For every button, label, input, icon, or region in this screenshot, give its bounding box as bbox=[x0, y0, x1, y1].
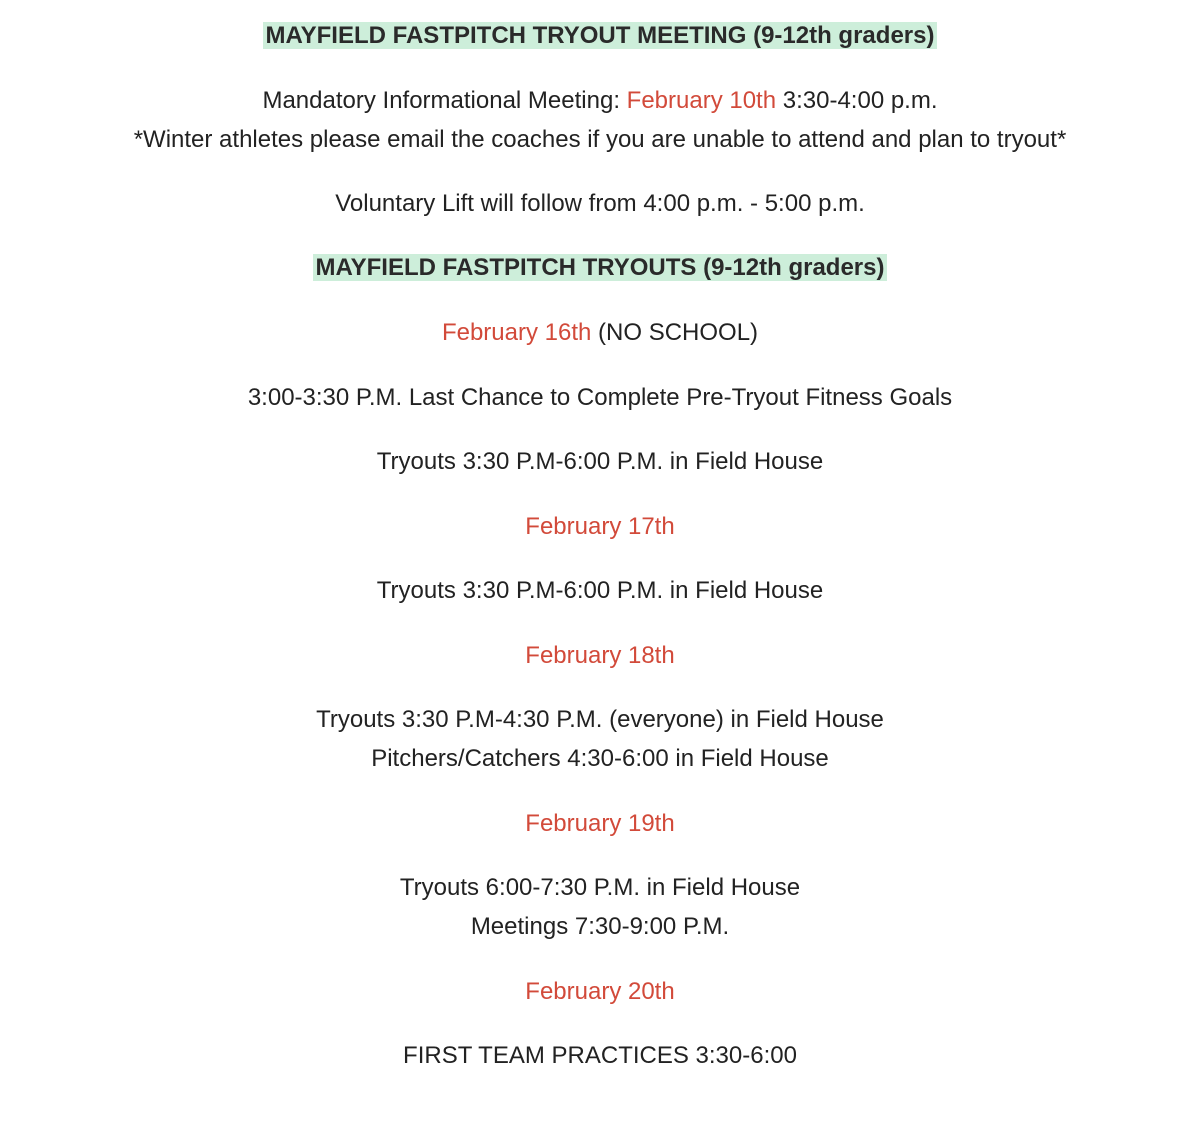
schedule-line: 3:00-3:30 P.M. Last Chance to Complete Pre-Tryout Fitness Goals bbox=[247, 384, 953, 411]
meeting-heading: MAYFIELD FASTPITCH TRYOUT MEETING (9-12th graders) bbox=[263, 22, 938, 49]
meeting-date: February 10th bbox=[626, 87, 777, 114]
meeting-info-prefix: Mandatory Informational Meeting: bbox=[262, 87, 627, 114]
voluntary-lift-line: Voluntary Lift will follow from 4:00 p.m. - 5:00 p.m. bbox=[335, 190, 865, 217]
meeting-time: 3:30-4:00 p.m. bbox=[776, 87, 938, 114]
meeting-info-line bbox=[0, 86, 1200, 116]
schedule-line: FIRST TEAM PRACTICES 3:30-6:00 bbox=[403, 1042, 797, 1069]
day-date-note: (NO SCHOOL) bbox=[591, 319, 759, 346]
winter-athletes-note: *Winter athletes please email the coaches if you are unable to attend and plan to tryout* bbox=[133, 126, 1067, 153]
schedule-line: Tryouts 3:30 P.M-4:30 P.M. (everyone) in Field House bbox=[316, 706, 884, 733]
day-date: February 16th bbox=[441, 319, 592, 346]
schedule-line: Tryouts 3:30 P.M-6:00 P.M. in Field House bbox=[376, 577, 824, 604]
schedule-line: Meetings 7:30-9:00 P.M. bbox=[470, 913, 730, 940]
tryouts-heading-row bbox=[0, 253, 1200, 283]
schedule-line: Tryouts 6:00-7:30 P.M. in Field House bbox=[399, 874, 801, 901]
meeting-heading-row bbox=[0, 21, 1200, 51]
day-date: February 20th bbox=[525, 978, 675, 1005]
day-date: February 19th bbox=[525, 810, 675, 837]
tryouts-heading: MAYFIELD FASTPITCH TRYOUTS (9-12th graders) bbox=[313, 254, 888, 281]
day-date: February 17th bbox=[525, 513, 675, 540]
day-date: February 18th bbox=[525, 642, 675, 669]
day-date-row bbox=[0, 318, 1200, 348]
schedule-line: Tryouts 3:30 P.M-6:00 P.M. in Field House bbox=[376, 448, 824, 475]
schedule-line: Pitchers/Catchers 4:30-6:00 in Field House bbox=[371, 745, 829, 772]
